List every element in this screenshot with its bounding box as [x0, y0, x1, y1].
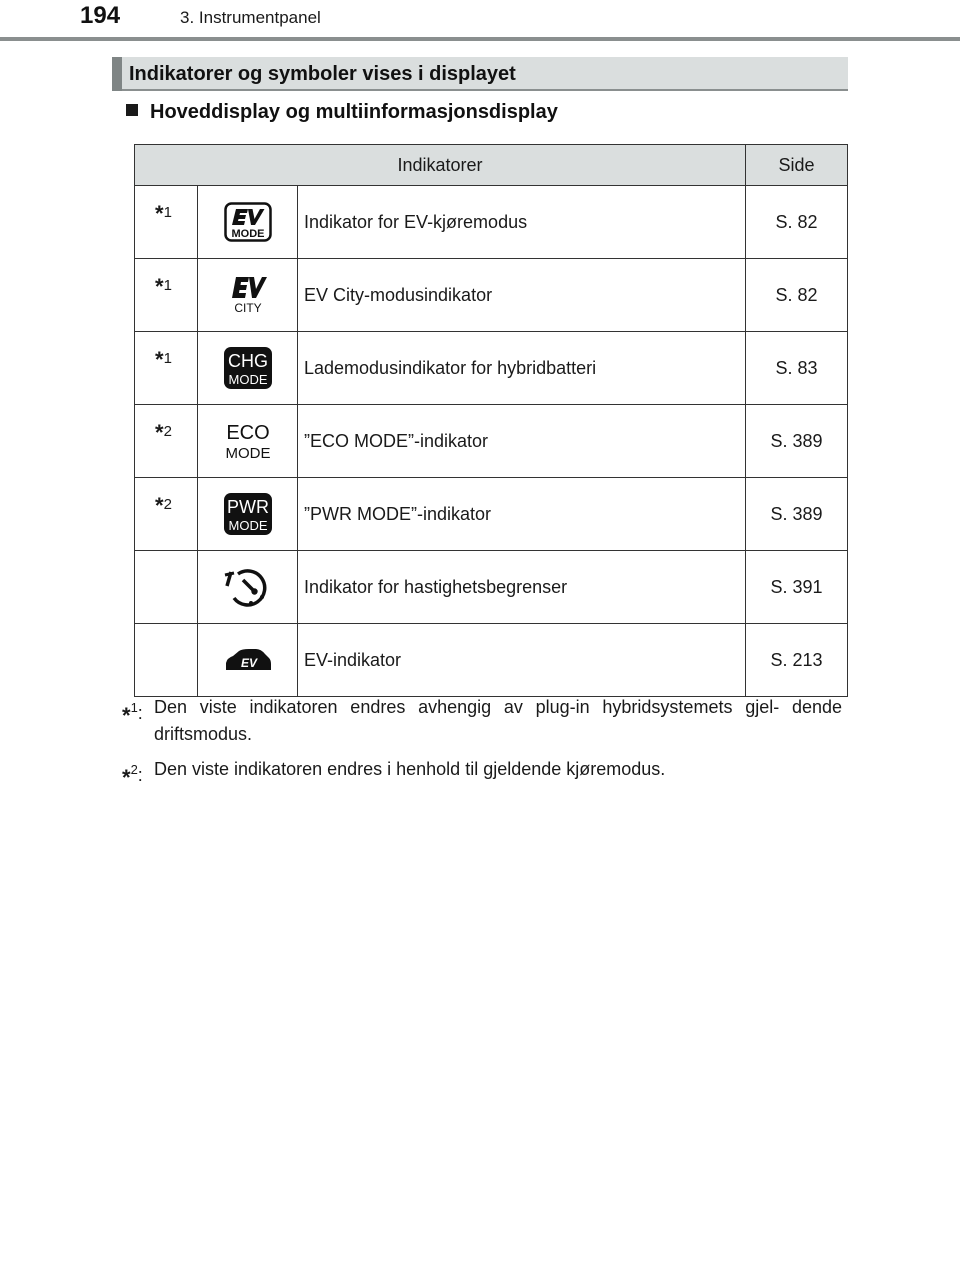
table-row — [135, 405, 848, 478]
table-row — [135, 551, 848, 624]
note-cell — [135, 405, 198, 478]
chapter-title: 3. Instrumentpanel — [180, 8, 321, 27]
note-cell — [135, 551, 198, 624]
indicator-label: Lademodusindikator for hybridbatteri — [298, 332, 746, 405]
page-ref: S. 83 — [746, 332, 848, 405]
table-row — [135, 478, 848, 551]
page-ref: S. 391 — [746, 551, 848, 624]
column-header-page: Side — [746, 145, 848, 186]
svg-text:MODE: MODE — [228, 372, 267, 387]
svg-text:MODE: MODE — [225, 445, 270, 462]
note-cell — [135, 186, 198, 259]
header-rule — [0, 37, 960, 41]
footnote-1 — [122, 694, 842, 748]
table-row — [135, 259, 848, 332]
note-cell — [135, 332, 198, 405]
pwr-mode-icon — [198, 478, 298, 551]
footnote-mark: *$^1$: — [122, 700, 143, 728]
section-heading-bar — [112, 57, 122, 91]
ev-car-icon — [198, 624, 298, 697]
page-ref: S. 389 — [746, 405, 848, 478]
indicator-label: Indikator for hastighetsbegrenser — [298, 551, 746, 624]
footnote-2 — [122, 756, 842, 790]
svg-text:CHG: CHG — [227, 351, 268, 371]
footnote-text: Den viste indikatoren endres i henhold til gjeldende kjøremodus. — [154, 759, 666, 779]
table-row — [135, 332, 848, 405]
footnote-ref: *2 — [155, 493, 172, 518]
footnote-ref — [135, 551, 197, 566]
indicator-table — [134, 144, 848, 697]
table-row — [135, 186, 848, 259]
svg-text:ECO: ECO — [225, 422, 270, 444]
footnote-mark: *$^2$: — [122, 762, 143, 790]
page-ref: S. 82 — [746, 259, 848, 332]
svg-text:CITY: CITY — [233, 301, 262, 315]
footnote-ref: *1 — [155, 347, 172, 372]
column-header-indicators: Indikatorer — [135, 145, 746, 186]
note-cell — [135, 478, 198, 551]
speed-limiter-icon — [198, 551, 298, 624]
indicator-label: EV-indikator — [298, 624, 746, 697]
indicator-label: ”ECO MODE”-indikator — [298, 405, 746, 478]
table-row — [135, 624, 848, 697]
eco-mode-icon — [198, 405, 298, 478]
section-heading-text: Indikatorer og symboler vises i displayet — [129, 63, 516, 85]
indicator-label: ”PWR MODE”-indikator — [298, 478, 746, 551]
footnote-ref: *1 — [155, 274, 172, 299]
note-cell — [135, 259, 198, 332]
footnote-text: Den viste indikatoren endres avhengig av plug-in hybridsystemets gjel- dende driftsmodus. — [154, 697, 842, 744]
svg-text:EV: EV — [240, 656, 257, 670]
page-number: 194 — [80, 2, 121, 29]
table-header-row — [135, 145, 848, 186]
footnote-ref — [135, 624, 197, 639]
page-ref: S. 82 — [746, 186, 848, 259]
footnotes — [122, 694, 842, 790]
svg-text:PWR: PWR — [226, 497, 269, 517]
indicator-label: Indikator for EV-kjøremodus — [298, 186, 746, 259]
svg-text:MODE: MODE — [231, 228, 264, 240]
chg-mode-icon — [198, 332, 298, 405]
footnote-ref: *1 — [155, 201, 172, 226]
section-heading — [112, 57, 848, 91]
square-bullet-icon — [126, 104, 138, 116]
svg-text:MODE: MODE — [228, 518, 267, 533]
page-header — [0, 0, 960, 40]
ev-city-icon — [198, 259, 298, 332]
note-cell — [135, 624, 198, 697]
subheading-text: Hoveddisplay og multiinformasjonsdisplay — [150, 101, 558, 123]
footnote-ref: *2 — [155, 420, 172, 445]
indicator-label: EV City-modusindikator — [298, 259, 746, 332]
subheading — [126, 101, 558, 124]
page-ref: S. 389 — [746, 478, 848, 551]
ev-mode-icon — [198, 186, 298, 259]
page-ref: S. 213 — [746, 624, 848, 697]
